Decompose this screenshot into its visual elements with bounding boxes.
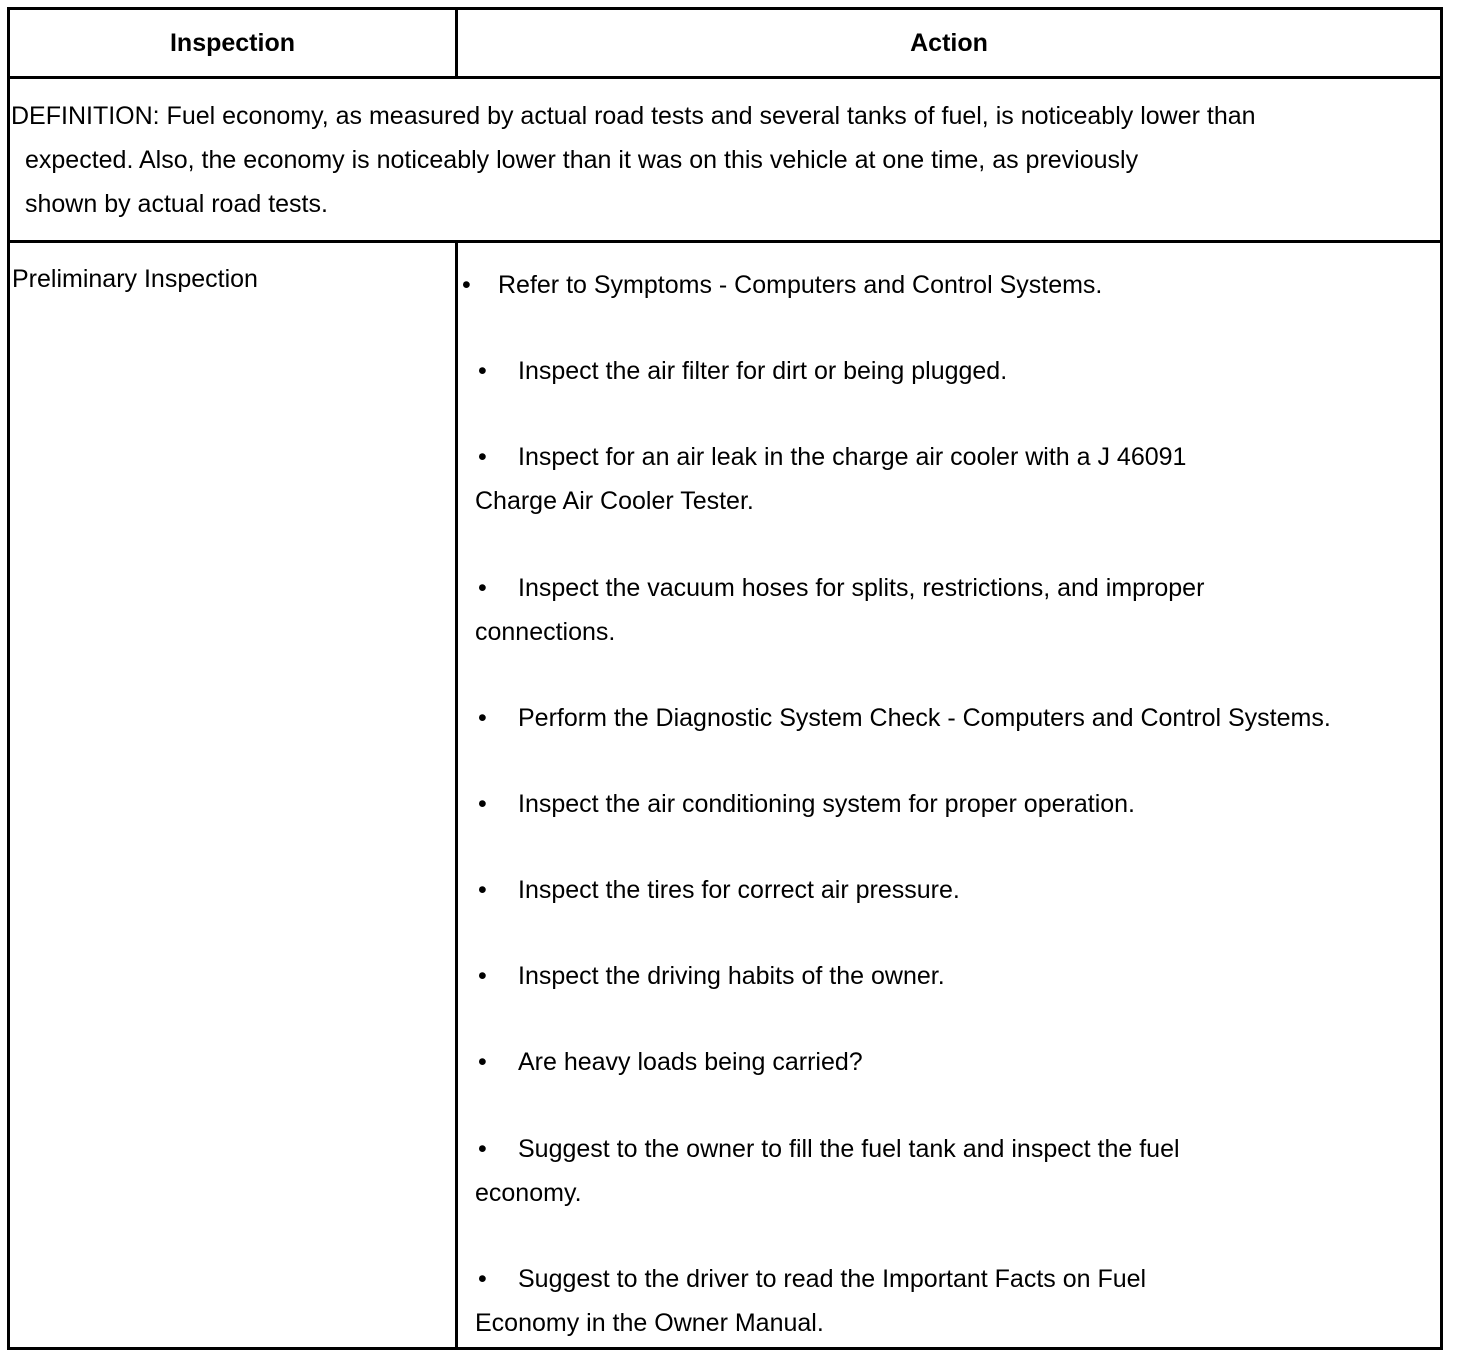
definition-line-2: expected. Also, the economy is noticeably lower than it was on this vehicle at one time, as previously bbox=[25, 146, 1139, 174]
action-item bbox=[458, 1257, 1440, 1345]
action-item bbox=[458, 696, 1440, 740]
action-cell bbox=[458, 243, 1440, 1347]
bullet-icon: • bbox=[478, 1135, 487, 1163]
action-text: Inspect the driving habits of the owner. bbox=[518, 962, 945, 990]
definition-line-1: DEFINITION: Fuel economy, as measured by actual road tests and several tanks of fuel, is noticeably lower than bbox=[11, 102, 1256, 130]
bullet-icon: • bbox=[478, 574, 487, 602]
table-row bbox=[10, 243, 1440, 1347]
action-text: Suggest to the driver to read the Important Facts on Fuel bbox=[518, 1265, 1147, 1293]
definition-line-3: shown by actual road tests. bbox=[25, 190, 328, 218]
action-item bbox=[458, 1127, 1440, 1215]
action-text: Suggest to the owner to fill the fuel tank and inspect the fuel bbox=[518, 1135, 1180, 1163]
action-text-continued: economy. bbox=[475, 1179, 582, 1207]
action-item bbox=[458, 566, 1440, 654]
bullet-icon: • bbox=[462, 271, 471, 299]
bullet-icon: • bbox=[478, 1265, 487, 1293]
action-item bbox=[458, 435, 1440, 523]
definition-row bbox=[10, 79, 1440, 243]
action-text: Perform the Diagnostic System Check - Computers and Control Systems. bbox=[518, 704, 1331, 732]
action-text: Are heavy loads being carried? bbox=[518, 1048, 863, 1076]
header-action: Action bbox=[910, 28, 988, 57]
action-text: Inspect the tires for correct air pressure. bbox=[518, 876, 960, 904]
action-item bbox=[458, 868, 1440, 912]
action-text: Refer to Symptoms - Computers and Control Systems. bbox=[498, 271, 1103, 299]
bullet-icon: • bbox=[478, 357, 487, 385]
action-item bbox=[458, 782, 1440, 826]
bullet-icon: • bbox=[478, 443, 487, 471]
action-text: Inspect the vacuum hoses for splits, restrictions, and improper bbox=[518, 574, 1205, 602]
table-header-row bbox=[10, 10, 1440, 79]
action-item bbox=[458, 954, 1440, 998]
action-item bbox=[458, 1040, 1440, 1084]
action-item bbox=[458, 349, 1440, 393]
bullet-icon: • bbox=[478, 790, 487, 818]
action-text-continued: Charge Air Cooler Tester. bbox=[475, 487, 754, 515]
action-text: Inspect the air filter for dirt or being plugged. bbox=[518, 357, 1008, 385]
diagnostic-table bbox=[7, 7, 1443, 1350]
bullet-icon: • bbox=[478, 1048, 487, 1076]
action-text-continued: connections. bbox=[475, 618, 616, 646]
bullet-icon: • bbox=[478, 876, 487, 904]
action-text: Inspect for an air leak in the charge air cooler with a J 46091 bbox=[518, 443, 1187, 471]
action-text: Inspect the air conditioning system for proper operation. bbox=[518, 790, 1136, 818]
action-item bbox=[458, 263, 1440, 307]
inspection-cell: Preliminary Inspection bbox=[10, 243, 458, 1347]
header-inspection: Inspection bbox=[10, 10, 458, 76]
action-text-continued: Economy in the Owner Manual. bbox=[475, 1309, 824, 1337]
bullet-icon: • bbox=[478, 704, 487, 732]
bullet-icon: • bbox=[478, 962, 487, 990]
